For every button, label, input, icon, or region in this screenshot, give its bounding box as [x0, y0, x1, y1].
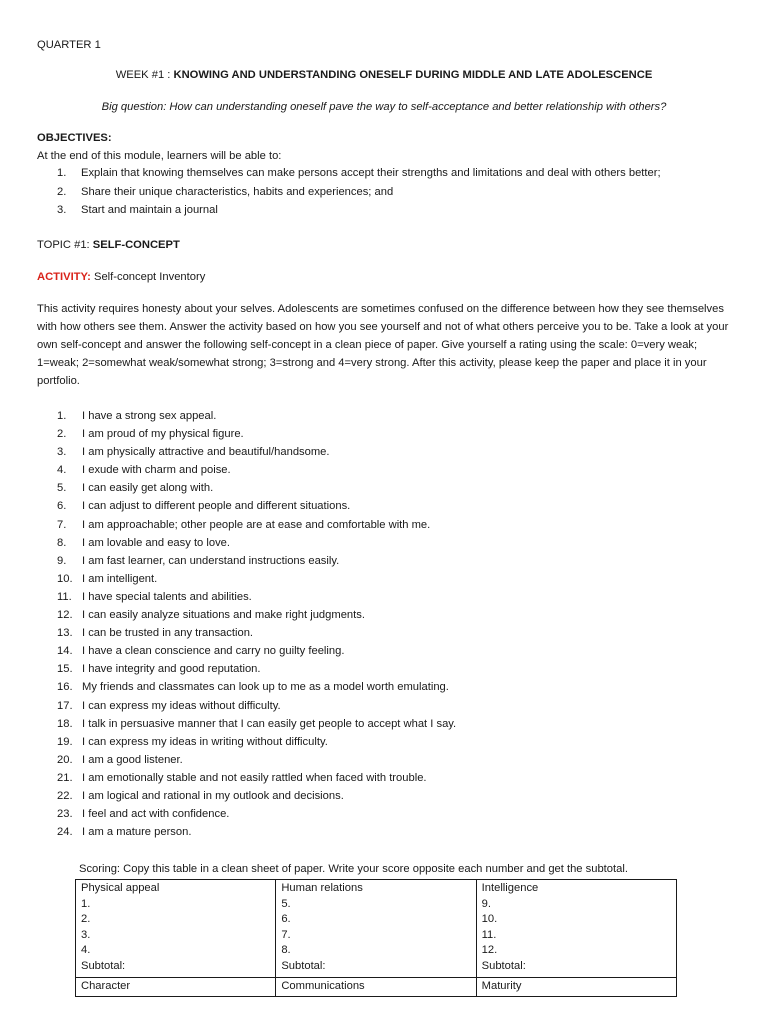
activity-heading — [37, 270, 205, 284]
inventory-text: I am lovable and easy to love. — [82, 536, 231, 549]
table-cell — [276, 880, 476, 978]
inventory-item — [57, 425, 456, 443]
inventory-item — [57, 697, 456, 715]
inventory-text: I am fast learner, can understand instructions easily. — [82, 554, 340, 567]
score-line: 5. — [281, 897, 291, 910]
inventory-number: 23. — [57, 808, 73, 821]
column-header: Maturity — [476, 977, 676, 997]
column-header: Communications — [276, 977, 476, 997]
activity-title: Self-concept Inventory — [90, 271, 206, 283]
inventory-item — [57, 769, 456, 787]
objective-text: Start and maintain a journal — [81, 204, 218, 216]
inventory-number: 3. — [57, 446, 67, 459]
objective-number: 3. — [57, 204, 67, 216]
activity-instructions: This activity requires honesty about your selves. Adolescents are sometimes confused on the difference between how they see themselves with how others see them. Answer the activity based on how you see yourself and not of what others perceive you to be. Take a look at your own self-concept and answer the following self-concept in a clean piece of paper. Give yourself a rating using the scale: 0=very weak; 1=weak; 2=somewhat weak/somewhat strong; 3=strong and 4=very strong. After this activity, please keep the paper and place it in your portfolio. — [37, 303, 729, 387]
inventory-item — [57, 678, 456, 696]
column-header: Physical appeal — [81, 882, 160, 894]
inventory-text: I feel and act with confidence. — [82, 808, 230, 821]
inventory-item — [57, 497, 456, 515]
score-line: 9. — [481, 897, 491, 910]
objective-item — [57, 183, 661, 202]
column-header: Human relations — [281, 882, 363, 894]
inventory-number: 10. — [57, 572, 73, 585]
score-line: 12. — [481, 944, 498, 957]
inventory-item — [57, 751, 456, 769]
score-line: 10. — [481, 913, 498, 926]
inventory-text: I am proud of my physical figure. — [82, 428, 244, 441]
column-header: Intelligence — [481, 882, 539, 894]
inventory-item — [57, 552, 456, 570]
scoring-instruction: Scoring: Copy this table in a clean sheet of paper. Write your score opposite each number and get the subtotal. — [79, 863, 628, 875]
objectives-intro: At the end of this module, learners will be able to: — [37, 150, 282, 162]
inventory-number: 13. — [57, 627, 73, 640]
inventory-text: I am emotionally stable and not easily rattled when faced with trouble. — [82, 771, 427, 784]
inventory-item — [57, 461, 456, 479]
objectives-heading: OBJECTIVES: — [37, 132, 112, 144]
inventory-text: I am physically attractive and beautiful/handsome. — [82, 446, 330, 459]
topic-prefix: TOPIC #1: — [37, 239, 93, 251]
inventory-number: 5. — [57, 482, 67, 495]
column-header: Character — [76, 977, 276, 997]
scoring-table — [75, 879, 677, 997]
inventory-number: 11. — [57, 590, 72, 603]
inventory-item — [57, 733, 456, 751]
inventory-number: 6. — [57, 500, 67, 513]
self-concept-inventory — [57, 407, 456, 841]
big-question: Big question: How can understanding oneself pave the way to self-acceptance and better relationship with others? — [101, 101, 667, 113]
inventory-number: 8. — [57, 536, 67, 549]
score-line: 4. — [81, 944, 91, 957]
inventory-number: 14. — [57, 645, 73, 658]
objectives-list — [57, 164, 661, 220]
inventory-text: My friends and classmates can look up to me as a model worth emulating. — [82, 681, 449, 694]
inventory-number: 2. — [57, 428, 67, 441]
objective-text: Explain that knowing themselves can make persons accept their strengths and limitations and deal with others better; — [81, 167, 661, 179]
week-prefix: WEEK #1 : — [115, 69, 174, 81]
inventory-item — [57, 787, 456, 805]
score-line: 6. — [281, 913, 291, 926]
inventory-item — [57, 516, 456, 534]
objective-number: 2. — [57, 185, 67, 198]
table-row — [76, 880, 677, 978]
activity-label: ACTIVITY: — [37, 271, 91, 283]
inventory-item — [57, 570, 456, 588]
objective-text: Share their unique characteristics, habits and experiences; and — [81, 185, 394, 198]
inventory-text: I talk in persuasive manner that I can easily get people to accept what I say. — [82, 717, 457, 730]
inventory-number: 17. — [57, 699, 73, 712]
inventory-number: 24. — [57, 826, 73, 839]
inventory-text: I can easily analyze situations and make right judgments. — [82, 609, 365, 622]
inventory-text: I have a clean conscience and carry no guilty feeling. — [82, 645, 345, 658]
inventory-text: I can express my ideas without difficulty. — [82, 699, 281, 712]
score-line: 1. — [81, 897, 91, 910]
topic-heading — [37, 238, 180, 252]
score-line: 2. — [81, 913, 91, 926]
inventory-text: I have a strong sex appeal. — [82, 410, 217, 422]
inventory-text: I am a good listener. — [82, 753, 183, 766]
inventory-text: I can adjust to different people and different situations. — [82, 500, 351, 513]
score-line: 11. — [481, 928, 497, 941]
inventory-number: 12. — [57, 609, 73, 622]
inventory-item — [57, 823, 456, 841]
topic-title: SELF-CONCEPT — [92, 239, 180, 251]
quarter-label: QUARTER 1 — [37, 39, 101, 51]
score-line: 8. — [281, 944, 291, 957]
inventory-number: 7. — [57, 518, 67, 531]
inventory-number: 22. — [57, 789, 73, 802]
inventory-item — [57, 479, 456, 497]
inventory-number: 4. — [57, 464, 67, 477]
table-row — [76, 977, 677, 997]
inventory-number: 20. — [57, 753, 73, 766]
inventory-text: I am logical and rational in my outlook and decisions. — [82, 789, 344, 802]
subtotal-label: Subtotal: — [81, 959, 126, 972]
objective-item — [57, 164, 661, 183]
score-line: 7. — [281, 928, 291, 941]
inventory-item — [57, 443, 456, 461]
subtotal-label: Subtotal: — [481, 959, 526, 972]
inventory-number: 15. — [57, 663, 73, 676]
inventory-text: I am intelligent. — [82, 572, 158, 585]
inventory-item — [57, 606, 456, 624]
inventory-number: 19. — [57, 735, 73, 748]
inventory-number: 21. — [57, 771, 73, 784]
week-heading — [0, 68, 768, 82]
inventory-text: I exude with charm and poise. — [82, 464, 231, 477]
inventory-text: I can be trusted in any transaction. — [82, 627, 254, 640]
table-cell — [76, 880, 276, 978]
inventory-text: I can express my ideas in writing without difficulty. — [82, 735, 328, 748]
week-title: KNOWING AND UNDERSTANDING ONESELF DURING MIDDLE AND LATE ADOLESCENCE — [173, 69, 653, 81]
inventory-number: 9. — [57, 554, 67, 567]
inventory-text: I am approachable; other people are at ease and comfortable with me. — [82, 518, 431, 531]
inventory-item — [57, 660, 456, 678]
inventory-text: I have integrity and good reputation. — [82, 663, 261, 676]
inventory-item — [57, 624, 456, 642]
subtotal-label: Subtotal: — [281, 959, 326, 972]
objective-number: 1. — [57, 167, 67, 179]
inventory-number: 16. — [57, 681, 73, 694]
inventory-item — [57, 407, 456, 425]
inventory-item — [57, 805, 456, 823]
inventory-text: I can easily get along with. — [82, 482, 214, 495]
inventory-number: 1. — [57, 410, 67, 422]
inventory-item — [57, 588, 456, 606]
score-line: 3. — [81, 928, 91, 941]
inventory-item — [57, 642, 456, 660]
inventory-text: I have special talents and abilities. — [82, 590, 252, 603]
table-cell — [476, 880, 676, 978]
inventory-number: 18. — [57, 717, 73, 730]
inventory-item — [57, 715, 456, 733]
inventory-text: I am a mature person. — [82, 826, 192, 839]
objective-item — [57, 201, 661, 220]
inventory-item — [57, 534, 456, 552]
